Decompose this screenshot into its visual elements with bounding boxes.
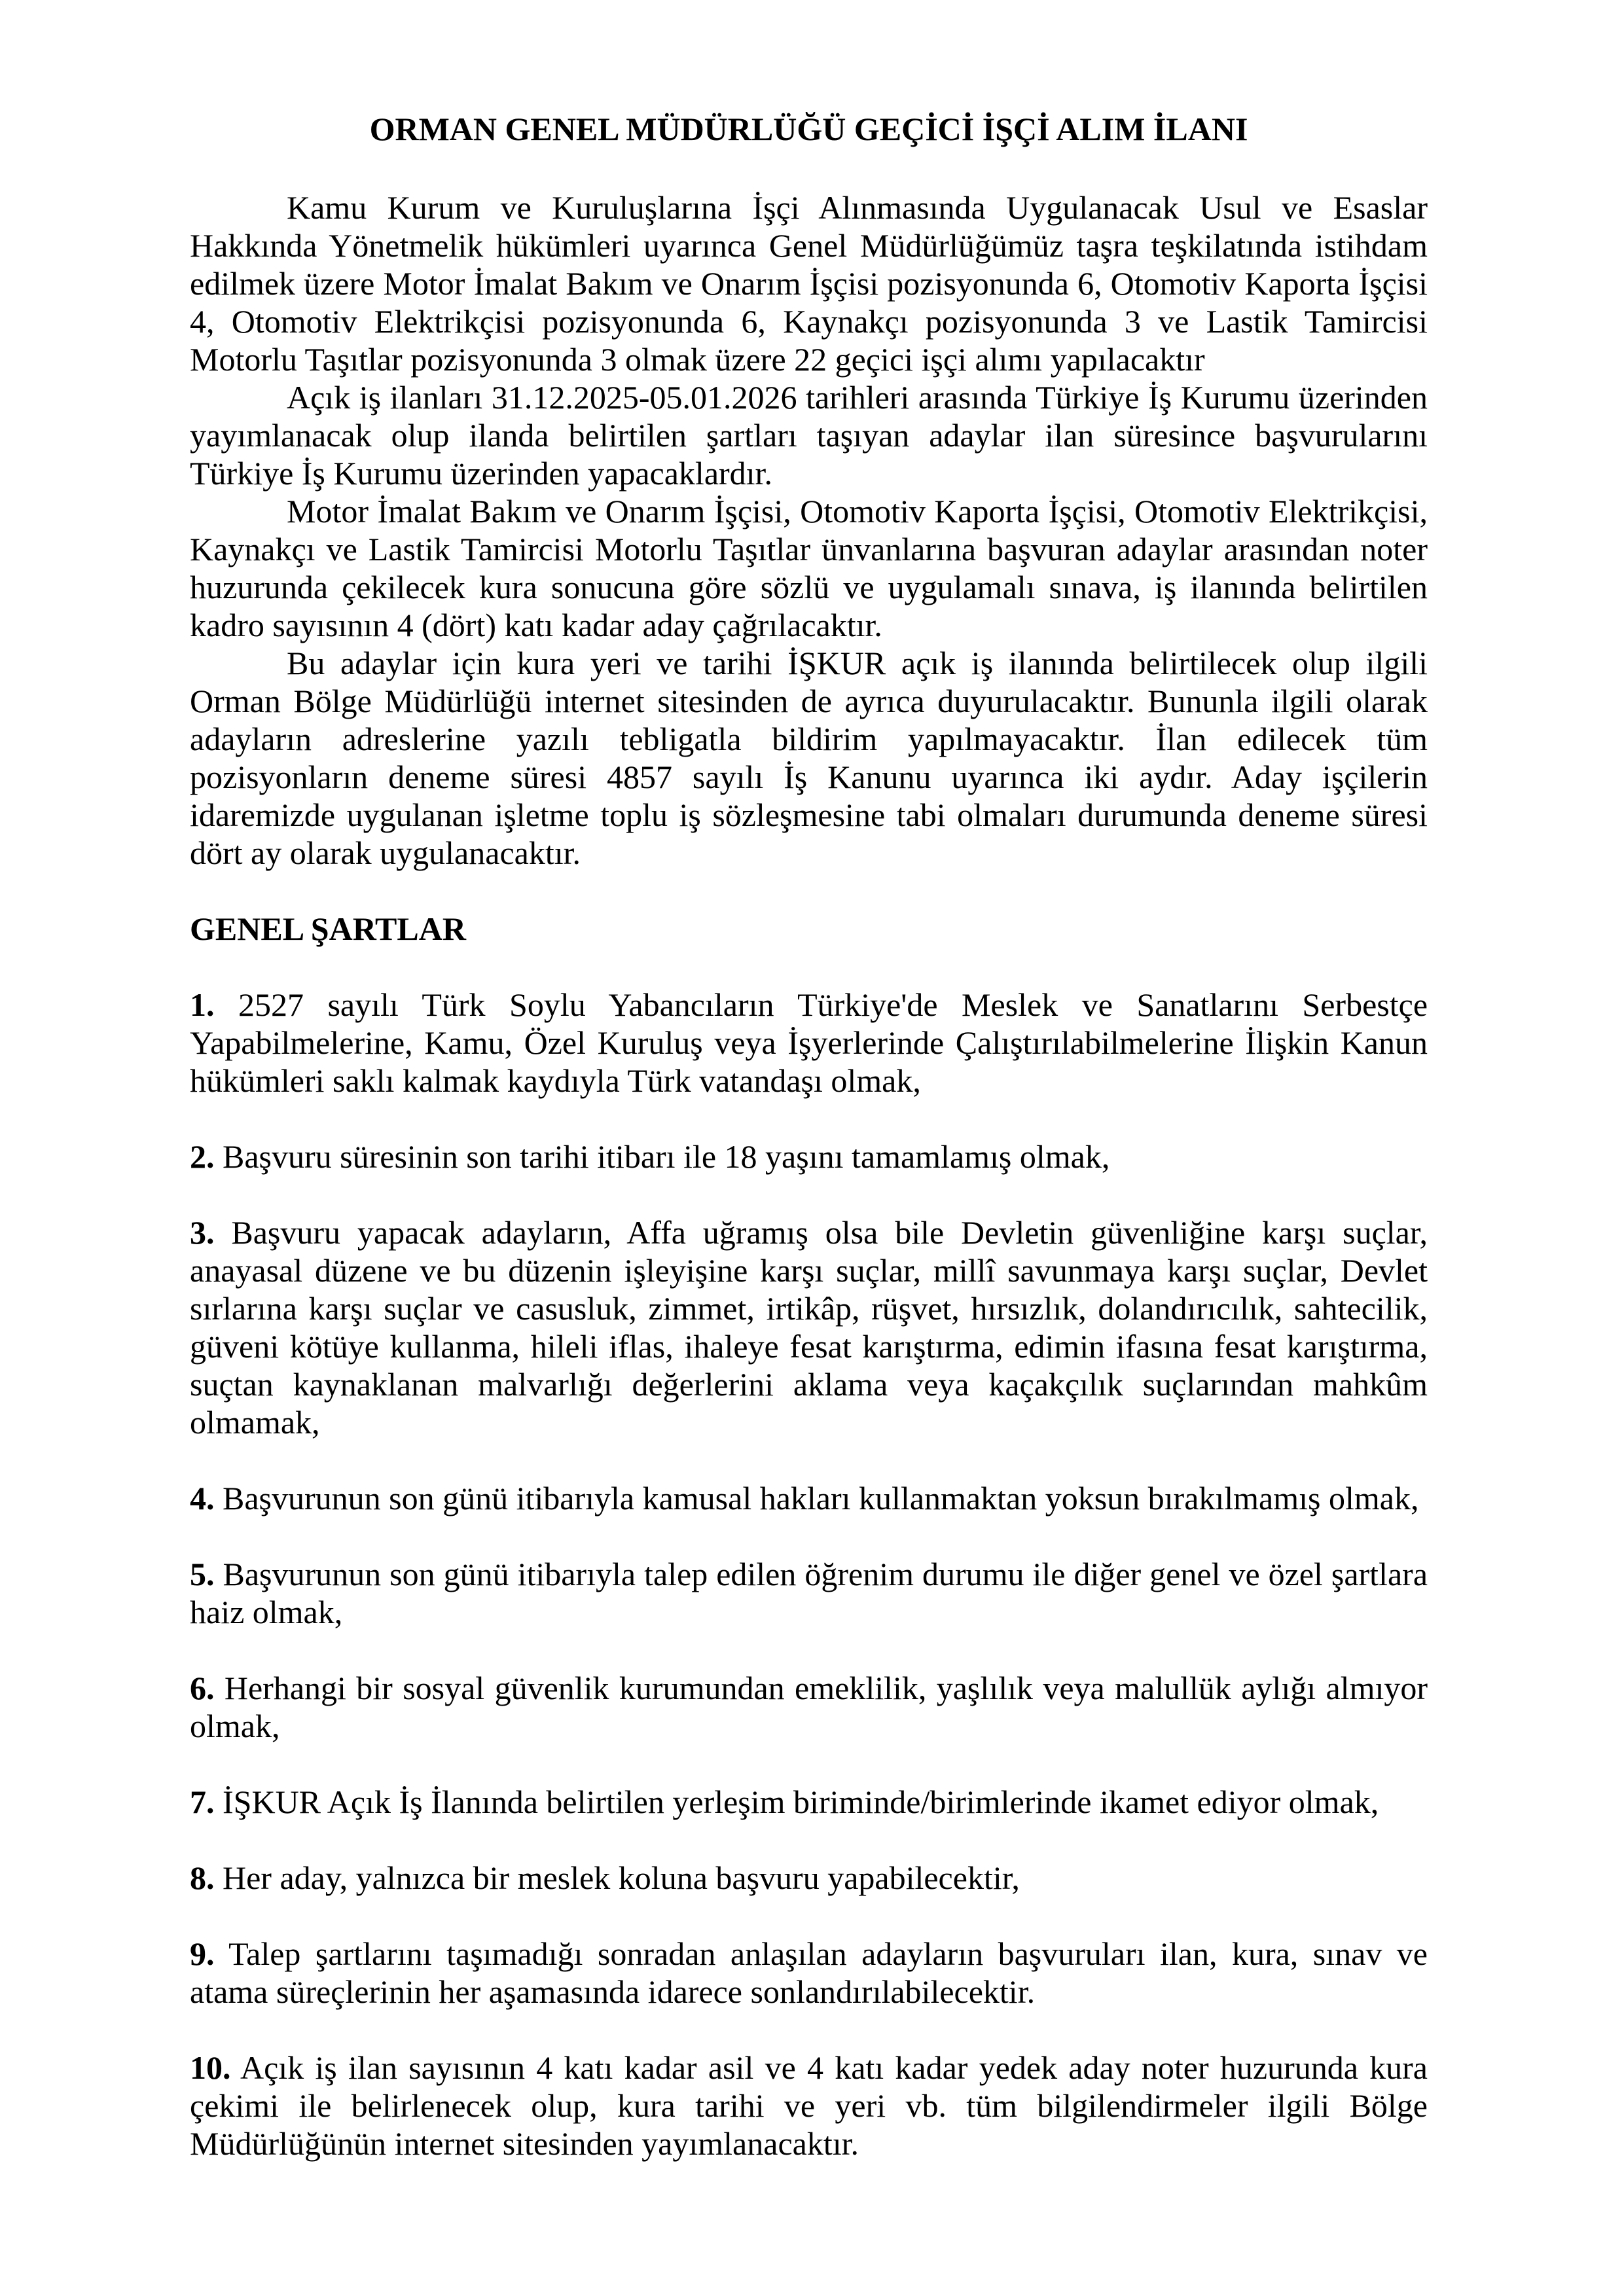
item-number: 4. <box>190 1480 215 1516</box>
item-number: 10. <box>190 2049 231 2086</box>
item-text: Herhangi bir sosyal güvenlik kurumundan emeklilik, yaşlılık veya malullük aylığı almıyor olmak, <box>190 1670 1428 1744</box>
intro-paragraph-4: Bu adaylar için kura yeri ve tarihi İŞKUR açık iş ilanında belirtilecek olup ilgili Orman Bölge Müdürlüğü internet sitesinden de ayrıca duyurulacaktır. Bununla ilgili olarak adayların adreslerine yazılı tebligatla bildirim yapılmayacaktır. İlan edilecek tüm pozisyonların deneme süresi 4857 sayılı İş Kanunu uyarınca iki aydır. Aday işçilerin idaremizde uygulanan işletme toplu iş sözleşmesine tabi olmaları durumunda deneme süresi dört ay olarak uygulanacaktır. <box>190 645 1428 871</box>
list-item-4 <box>190 1479 1428 1517</box>
item-number: 6. <box>190 1670 215 1706</box>
item-text: İŞKUR Açık İş İlanında belirtilen yerleşim biriminde/birimlerinde ikamet ediyor olmak, <box>223 1784 1379 1820</box>
intro-paragraph-2: Açık iş ilanları 31.12.2025-05.01.2026 tarihleri arasında Türkiye İş Kurumu üzerinden yayımlanacak olup ilanda belirtilen şartları taşıyan adaylar ilan süresince başvurularını Türkiye İş Kurumu üzerinden yapacaklardır. <box>190 379 1428 492</box>
item-text: Her aday, yalnızca bir meslek koluna başvuru yapabilecektir, <box>223 1859 1020 1896</box>
item-number: 9. <box>190 1935 215 1972</box>
item-number: 8. <box>190 1859 215 1896</box>
intro-paragraph-1: Kamu Kurum ve Kuruluşlarına İşçi Alınmasında Uygulanacak Usul ve Esaslar Hakkında Yönetmelik hükümleri uyarınca Genel Müdürlüğümüz taşra teşkilatında istihdam edilmek üzere Motor İmalat Bakım ve Onarım İşçisi pozisyonunda 6, Otomotiv Kaporta İşçisi 4, Otomotiv Elektrikçisi pozisyonunda 6, Kaynakçı pozisyonunda 3 ve Lastik Tamircisi Motorlu Taşıtlar pozisyonunda 3 olmak üzere 22 geçici işçi alımı yapılacaktır <box>190 189 1428 378</box>
item-text: Açık iş ilan sayısının 4 katı kadar asil ve 4 katı kadar yedek aday noter huzurunda kura çekimi ile belirlenecek olup, kura tarihi ve yeri vb. tüm bilgilendirmeler ilgili Bölge Müdürlüğünün internet sitesinden yayımlanacaktır. <box>190 2049 1428 2162</box>
item-text: Başvurunun son günü itibarıyla talep edilen öğrenim durumu ile diğer genel ve özel şartlara haiz olmak, <box>190 1556 1428 1630</box>
item-text: Başvuru yapacak adayların, Affa uğramış olsa bile Devletin güvenliğine karşı suçlar, anayasal düzene ve bu düzenin işleyişine karşı suçlar, millî savunmaya karşı suçlar, Devlet sırlarına karşı suçlar ve casusluk, zimmet, irtikâp, rüşvet, hırsızlık, dolandırıcılık, sahtecilik, güveni kötüye kullanma, hileli iflas, ihaleye fesat karıştırma, edimin ifasına fesat karıştırma, suçtan kaynaklanan malvarlığı değerlerini aklama veya kaçakçılık suçlarından mahkûm olmamak, <box>190 1214 1428 1441</box>
list-item-8 <box>190 1859 1428 1897</box>
general-terms-list <box>190 986 1428 2162</box>
list-item-5 <box>190 1555 1428 1631</box>
item-text: 2527 sayılı Türk Soylu Yabancıların Türkiye'de Meslek ve Sanatlarını Serbestçe Yapabilmelerine, Kamu, Özel Kuruluş veya İşyerlerinde Çalıştırılabilmelerine İlişkin Kanun hükümleri saklı kalmak kaydıyla Türk vatandaşı olmak, <box>190 986 1428 1099</box>
item-text: Talep şartlarını taşımadığı sonradan anlaşılan adayların başvuruları ilan, kura, sınav ve atama süreçlerinin her aşamasında idarece sonlandırılabilecektir. <box>190 1935 1428 2010</box>
document-title: ORMAN GENEL MÜDÜRLÜĞÜ GEÇİCİ İŞÇİ ALIM İLANI <box>369 111 1248 147</box>
item-number: 7. <box>190 1784 215 1820</box>
list-item-6 <box>190 1669 1428 1745</box>
section-heading-general-terms: GENEL ŞARTLAR <box>190 910 466 947</box>
list-item-1 <box>190 986 1428 1100</box>
item-number: 5. <box>190 1556 215 1592</box>
list-item-7 <box>190 1783 1428 1821</box>
item-number: 1. <box>190 986 215 1023</box>
intro-section <box>190 188 1428 872</box>
list-item-2 <box>190 1138 1428 1175</box>
list-item-3 <box>190 1213 1428 1441</box>
intro-paragraph-3: Motor İmalat Bakım ve Onarım İşçisi, Otomotiv Kaporta İşçisi, Otomotiv Elektrikçisi, Kaynakçı ve Lastik Tamircisi Motorlu Taşıtlar ünvanlarına başvuran adaylar arasından noter huzurunda çekilecek kura sonucuna göre sözlü ve uygulamalı sınava, iş ilanında belirtilen kadro sayısının 4 (dört) katı kadar aday çağrılacaktır. <box>190 493 1428 643</box>
item-number: 2. <box>190 1138 215 1175</box>
list-item-9 <box>190 1935 1428 2011</box>
item-text: Başvuru süresinin son tarihi itibarı ile 18 yaşını tamamlamış olmak, <box>223 1138 1110 1175</box>
item-text: Başvurunun son günü itibarıyla kamusal hakları kullanmaktan yoksun bırakılmamış olmak, <box>223 1480 1419 1516</box>
list-item-10 <box>190 2049 1428 2162</box>
item-number: 3. <box>190 1214 215 1251</box>
